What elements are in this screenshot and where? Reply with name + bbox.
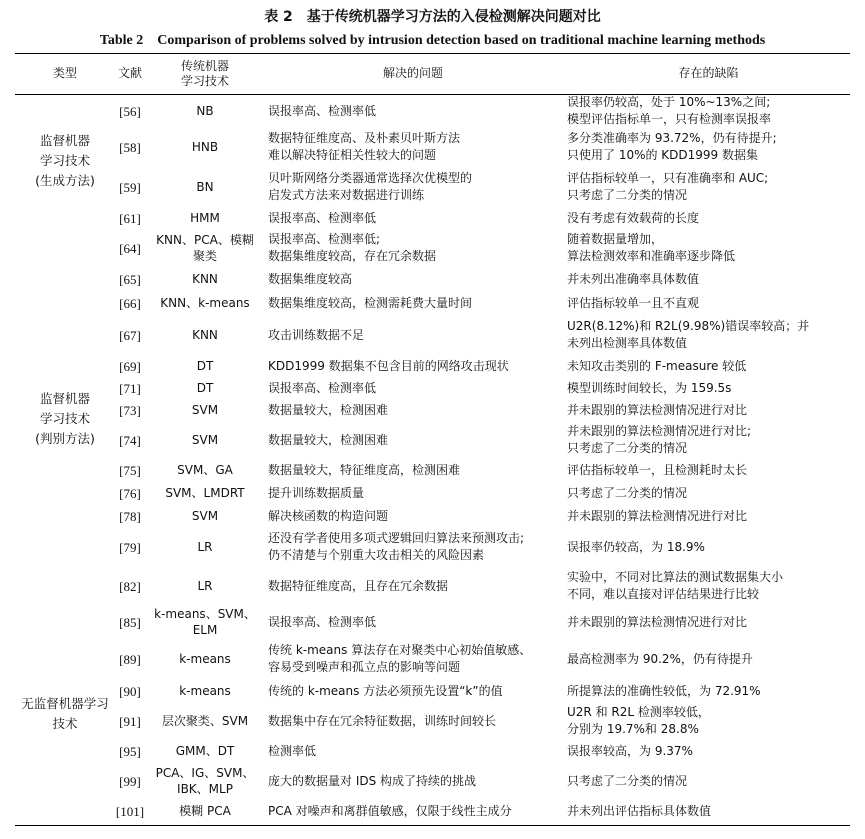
cell-technique: GMM、DT	[175, 744, 235, 758]
table-row	[15, 355, 850, 377]
cell-technique: DT	[196, 381, 214, 395]
cell-technique: DT	[196, 359, 214, 373]
cell-defect: 并未跟别的算法检测情况进行对比	[567, 402, 748, 417]
cell-reference: [95]	[119, 743, 141, 759]
header-defect: 存在的缺陷	[678, 66, 739, 80]
header-ref: 文献	[117, 66, 142, 80]
cell-problem: 庞大的数据量对 IDS 构成了持续的挑战	[268, 773, 477, 788]
cell-reference: [79]	[119, 539, 141, 555]
cell-reference: [76]	[119, 485, 141, 501]
cell-defect: 评估指标较单一，只有准确率和 AUC; 只考虑了二分类的情况	[567, 171, 769, 202]
cell-defect: 并未跟别的算法检测情况进行对比; 只考虑了二分类的情况	[567, 424, 752, 455]
table-row	[15, 95, 850, 127]
cell-problem: 传统的 k-means 方法必须预先设置“k”的值	[268, 683, 503, 698]
cell-defect: 并未列出评估指标具体数值	[567, 803, 712, 818]
cell-reference: [65]	[119, 271, 141, 287]
cell-defect: 评估指标较单一且不直观	[567, 295, 700, 310]
cell-reference: [64]	[119, 240, 141, 256]
cell-problem: 误报率高、检测率低; 数据集维度较高，存在冗余数据	[268, 232, 437, 263]
cell-defect: 误报率仍较高，为 18.9%	[567, 539, 705, 554]
cell-reference: [67]	[119, 327, 141, 343]
cell-technique: LR	[197, 579, 213, 593]
cell-defect: 实验中，不同对比算法的测试数据集大小 不同，难以直接对评估结果进行比较	[567, 570, 784, 601]
cell-problem: 传统 k-means 算法存在对聚类中心初始值敏感、 容易受到噪声和孤立点的影响等问题	[268, 643, 532, 674]
cell-problem: 数据特征维度高、及朴素贝叶斯方法 难以解决特征相关性较大的问题	[268, 131, 461, 162]
header-type: 类型	[52, 66, 77, 80]
cell-reference: [78]	[119, 508, 141, 524]
cell-defect: 并未跟别的算法检测情况进行对比	[567, 508, 748, 523]
cell-problem: 数据集维度较高	[268, 271, 353, 286]
cell-technique: k-means、SVM、 ELM	[154, 607, 256, 637]
table-row	[15, 763, 850, 799]
cell-technique: 模糊 PCA	[179, 804, 231, 818]
cell-problem: 误报率高、检测率低	[268, 103, 377, 118]
cell-defect: U2R 和 R2L 检测率较低， 分别为 19.7%和 28.8%	[567, 705, 710, 736]
table-row	[15, 799, 850, 823]
cell-defect: 只考虑了二分类的情况	[567, 773, 688, 788]
table-row	[15, 267, 850, 291]
cell-problem: PCA 对噪声和离群值敏感，仅限于线性主成分	[268, 803, 512, 818]
cell-defect: 未知攻击类别的 F-measure 较低	[567, 358, 747, 373]
cell-problem: 数据量较大，特征维度高，检测困难	[268, 462, 461, 477]
cell-technique: SVM、GA	[177, 463, 233, 477]
cell-reference: [71]	[119, 380, 141, 396]
cell-reference: [59]	[119, 179, 141, 195]
cell-problem: 数据量较大，检测困难	[268, 432, 389, 447]
table-row	[15, 505, 850, 527]
table-row	[15, 703, 850, 739]
cell-defect: 多分类准确率为 93.72%，仍有待提升; 只使用了 10%的 KDD1999 数据集	[567, 131, 777, 162]
cell-problem: 误报率高、检测率低	[268, 210, 377, 225]
cell-reference: [85]	[119, 614, 141, 630]
cell-defect: 误报率仍较高，处于 10%~13%之间; 模型评估指标单一，只有检测率误报率	[567, 95, 772, 126]
table-row	[15, 399, 850, 421]
header-tech: 传统机器 学习技术	[180, 58, 229, 88]
cell-reference: [75]	[119, 462, 141, 478]
table-row	[15, 567, 850, 605]
cell-reference: [74]	[119, 432, 141, 448]
cell-technique: KNN	[192, 272, 218, 286]
cell-defect: U2R(8.12%)和 R2L(9.98%)错误率较高；并 未列出检测率具体数值	[567, 319, 810, 350]
cell-technique: SVM	[191, 433, 219, 447]
cell-problem: 提升训练数据质量	[268, 485, 365, 500]
cell-technique: k-means	[179, 652, 231, 666]
cell-reference: [69]	[119, 358, 141, 374]
cell-technique: SVM	[191, 403, 219, 417]
category-unsupervised: 无监督机器学习 技术	[21, 696, 109, 731]
cell-technique: KNN、PCA、模糊 聚类	[156, 233, 254, 263]
cell-problem: 解决核函数的构造问题	[268, 508, 389, 523]
cell-defect: 所提算法的准确性较低，为 72.91%	[567, 683, 761, 698]
table-row	[15, 291, 850, 315]
cell-reference: [90]	[119, 683, 141, 699]
table-caption-english: Table 2 Comparison of problems solved by intrusion detection based on traditional machine learning methods	[99, 33, 766, 48]
cell-technique: LR	[197, 540, 213, 554]
cell-technique: BN	[196, 180, 214, 194]
table-row	[15, 481, 850, 505]
table-caption-chinese: 表 2 基于传统机器学习方法的入侵检测解决问题对比	[264, 9, 601, 25]
cell-reference: [99]	[119, 773, 141, 789]
table-row	[15, 207, 850, 229]
cell-defect: 随着数据量增加， 算法检测效率和准确率逐步降低	[567, 232, 736, 263]
table-row	[15, 605, 850, 639]
table-row	[15, 679, 850, 703]
cell-reference: [66]	[119, 295, 141, 311]
table-bottom-rule	[15, 825, 850, 826]
cell-reference: [73]	[119, 402, 141, 418]
cell-problem: 数据量较大，检测困难	[268, 402, 389, 417]
cell-technique: KNN	[192, 328, 218, 342]
cell-technique: HMM	[190, 211, 220, 225]
cell-reference: [56]	[119, 103, 141, 119]
cell-problem: 数据特征维度高，且存在冗余数据	[268, 578, 449, 593]
table-row	[15, 739, 850, 763]
cell-problem: 检测率低	[268, 743, 317, 758]
cell-problem: 还没有学者使用多项式逻辑回归算法来预测攻击; 仍不清楚与个别重大攻击相关的风险因素	[268, 531, 525, 562]
table-row	[15, 167, 850, 207]
cell-technique: k-means	[179, 684, 231, 698]
cell-technique: HNB	[191, 140, 219, 154]
cell-reference: [61]	[119, 210, 141, 226]
header-problem: 解决的问题	[382, 66, 443, 80]
cell-defect: 误报率较高，为 9.37%	[567, 743, 693, 758]
cell-reference: [58]	[119, 139, 141, 155]
cell-technique: SVM、LMDRT	[165, 486, 245, 500]
cell-problem: 贝叶斯网络分类器通常选择次优模型的 启发式方法来对数据进行训练	[268, 171, 473, 202]
cell-reference: [101]	[115, 803, 145, 819]
table-row	[15, 527, 850, 567]
cell-problem: KDD1999 数据集不包含目前的网络攻击现状	[268, 358, 509, 373]
cell-problem: 攻击训练数据不足	[268, 327, 365, 342]
cell-defect: 最高检测率为 90.2%，仍有待提升	[567, 651, 753, 666]
cell-problem: 数据集中存在冗余特征数据，训练时间较长	[268, 713, 497, 728]
cell-defect: 并未列出准确率具体数值	[567, 271, 700, 286]
cell-defect: 没有考虑有效载荷的长度	[567, 210, 700, 225]
cell-defect: 模型训练时间较长，为 159.5s	[567, 380, 732, 395]
cell-problem: 数据集维度较高，检测需耗费大量时间	[268, 295, 473, 310]
category-discriminative: 监督机器 学习技术 (判别方法)	[35, 391, 95, 446]
cell-technique: KNN、k-means	[160, 296, 250, 310]
table-row	[15, 229, 850, 267]
category-generative: 监督机器 学习技术 (生成方法)	[35, 133, 95, 188]
table-row	[15, 421, 850, 459]
cell-problem: 误报率高、检测率低	[268, 614, 377, 629]
cell-technique: SVM	[191, 509, 219, 523]
table-row	[15, 459, 850, 481]
cell-reference: [91]	[119, 713, 141, 729]
cell-defect: 只考虑了二分类的情况	[567, 485, 688, 500]
cell-technique: 层次聚类、SVM	[161, 714, 249, 728]
cell-defect: 并未跟别的算法检测情况进行对比	[567, 614, 748, 629]
cell-reference: [82]	[119, 578, 141, 594]
table-row	[15, 315, 850, 355]
cell-defect: 评估指标较单一，且检测耗时太长	[567, 462, 748, 477]
table-row	[15, 127, 850, 167]
cell-reference: [89]	[119, 651, 141, 667]
cell-problem: 误报率高、检测率低	[268, 380, 377, 395]
cell-technique: PCA、IG、SVM、 IBK、MLP	[155, 766, 255, 796]
table-row	[15, 639, 850, 679]
cell-technique: NB	[196, 104, 214, 118]
table-row	[15, 377, 850, 399]
